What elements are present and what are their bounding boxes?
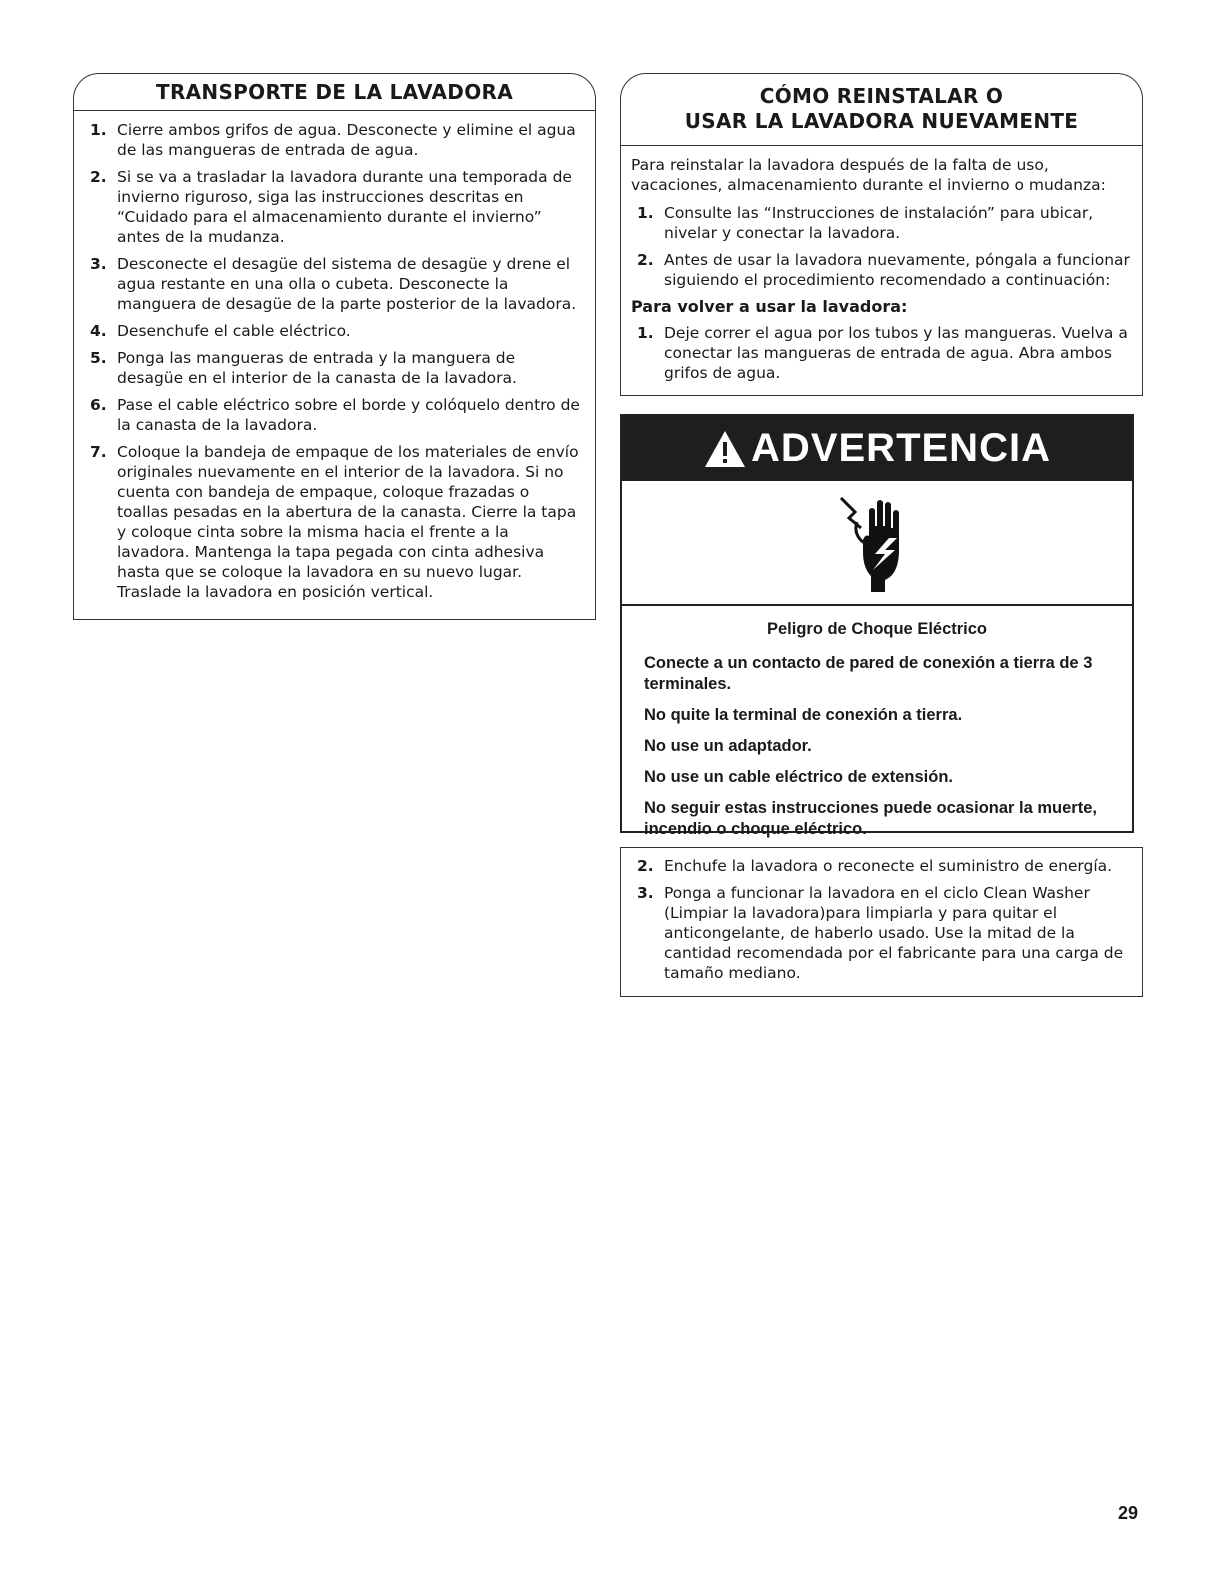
- step-text: Enchufe la lavadora o reconecte el suministro de energía.: [664, 857, 1113, 875]
- step-number: 1.: [90, 121, 107, 139]
- transport-steps-list: [90, 120, 583, 602]
- reinstall-title-line1: CÓMO REINSTALAR O: [759, 84, 1004, 108]
- list-item: [90, 348, 583, 388]
- reinstall-title-line2: USAR LA LAVADORA NUEVAMENTE: [684, 109, 1079, 133]
- step-number: 6.: [90, 396, 107, 414]
- reinstall-title: [621, 74, 1142, 146]
- reinstall-intro: Para reinstalar la lavadora después de la falta de uso, vacaciones, almacenamiento durante el invierno o mudanza:: [631, 156, 1106, 194]
- step-number: 1.: [637, 324, 654, 342]
- list-item: [90, 395, 583, 435]
- list-item: [90, 120, 583, 160]
- step-text: Si se va a trasladar la lavadora durante una temporada de invierno riguroso, siga las instrucciones descritas en “Cuidado para el almacenamiento durante el invierno” antes de la mudanza.: [117, 168, 572, 246]
- step-text: Ponga a funcionar la lavadora en el ciclo Clean Washer (Limpiar la lavadora)para limpiarla y para quitar el anticongelante, de haberlo usado. Use la mitad de la cantidad recomendada por el fabricante para una carga de tamaño mediano.: [664, 884, 1124, 982]
- step-number: 2.: [637, 857, 654, 875]
- list-item: [637, 856, 1130, 876]
- list-item: [90, 321, 583, 341]
- list-item: [90, 167, 583, 247]
- step-number: 3.: [637, 884, 654, 902]
- step-text: Coloque la bandeja de empaque de los materiales de envío originales nuevamente en el interior de la lavadora. Si no cuenta con bandeja de empaque, coloque frazadas o toallas pesadas en la abertura de la canasta. Cierre la tapa y coloque cinta sobre la misma hacia el frente a la lavadora. Mantenga la tapa pegada con cinta adhesiva hasta que se coloque la lavadora en su nuevo lugar. Traslade la lavadora en posición vertical.: [117, 443, 579, 601]
- list-item: [637, 883, 1130, 983]
- step-number: 7.: [90, 443, 107, 461]
- step-number: 5.: [90, 349, 107, 367]
- electric-shock-pictogram: [622, 481, 1132, 606]
- use-steps-list: [631, 323, 1130, 383]
- step-number: 4.: [90, 322, 107, 340]
- warning-banner: [622, 416, 1132, 481]
- electric-shock-hand-icon: [827, 488, 927, 598]
- step-text: Desconecte el desagüe del sistema de desagüe y drene el agua restante en una olla o cubeta. Desconecte la manguera de desagüe de la parte posterior de la lavadora.: [117, 255, 577, 313]
- warning-line: No use un adaptador.: [644, 737, 812, 755]
- step-text: Cierre ambos grifos de agua. Desconecte y elimine el agua de las mangueras de entrada de agua.: [117, 121, 576, 159]
- continuation-steps-list: [637, 856, 1130, 983]
- reinstall-steps-list: [631, 203, 1130, 290]
- warning-line: No quite la terminal de conexión a tierra.: [644, 706, 963, 724]
- transport-section: [73, 73, 596, 620]
- step-number: 2.: [637, 251, 654, 269]
- warning-banner-text: ADVERTENCIA: [751, 426, 1051, 470]
- list-item: [90, 254, 583, 314]
- step-text: Deje correr el agua por los tubos y las mangueras. Vuelva a conectar las mangueras de entrada de agua. Abra ambos grifos de agua.: [664, 324, 1128, 382]
- reinstall-section: [620, 73, 1143, 396]
- warning-triangle-icon: [703, 429, 747, 469]
- step-text: Pase el cable eléctrico sobre el borde y colóquelo dentro de la canasta de la lavadora.: [117, 396, 580, 434]
- transport-title: TRANSPORTE DE LA LAVADORA: [74, 74, 595, 111]
- hazard-title: Peligro de Choque Eléctrico: [766, 620, 988, 638]
- warning-line: No use un cable eléctrico de extensión.: [644, 768, 954, 786]
- reinstall-subhead: Para volver a usar la lavadora:: [631, 297, 908, 316]
- warning-box: [620, 414, 1134, 838]
- step-number: 2.: [90, 168, 107, 186]
- list-item: [637, 323, 1130, 383]
- warning-line: Conecte a un contacto de pared de conexión a tierra de 3 terminales.: [644, 654, 1093, 693]
- step-text: Ponga las mangueras de entrada y la manguera de desagüe en el interior de la canasta de la lavadora.: [117, 349, 517, 387]
- list-item: [637, 203, 1130, 243]
- step-text: Desenchufe el cable eléctrico.: [117, 322, 351, 340]
- page-number: 29: [1118, 1503, 1139, 1523]
- step-number: 3.: [90, 255, 107, 273]
- step-text: Consulte las “Instrucciones de instalación” para ubicar, nivelar y conectar la lavadora.: [664, 204, 1094, 242]
- continuation-section: [620, 847, 1143, 997]
- step-number: 1.: [637, 204, 654, 222]
- list-item: [90, 442, 583, 602]
- warning-line: No seguir estas instrucciones puede ocasionar la muerte, incendio o choque eléctrico.: [644, 799, 1097, 838]
- step-text: Antes de usar la lavadora nuevamente, póngala a funcionar siguiendo el procedimiento recomendado a continuación:: [664, 251, 1130, 289]
- list-item: [637, 250, 1130, 290]
